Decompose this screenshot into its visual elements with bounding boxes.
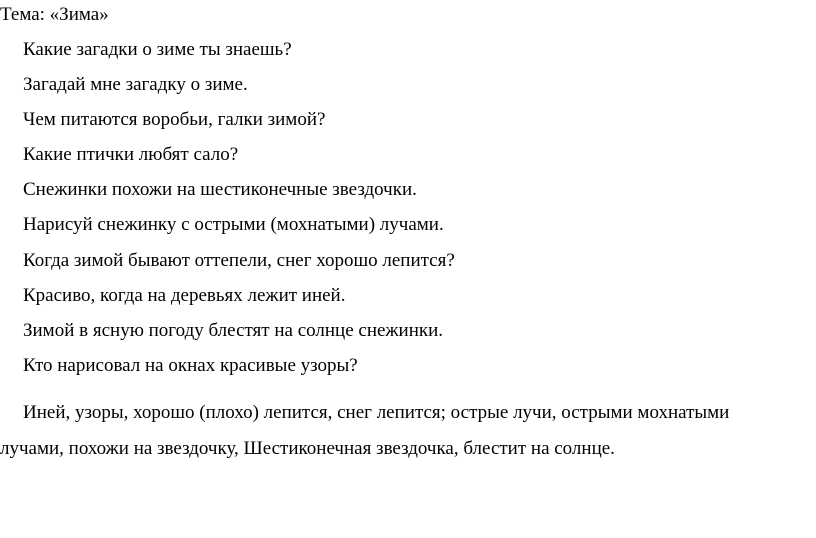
vocabulary-paragraph-line-1: Иней, узоры, хорошо (плохо) лепится, снег лепится; острые лучи, острыми мохнатыми: [23, 402, 730, 423]
question-line: Красиво, когда на деревьях лежит иней.: [23, 285, 346, 306]
question-line: Кто нарисовал на окнах красивые узоры?: [23, 355, 358, 376]
question-line: Зимой в ясную погоду блестят на солнце снежинки.: [23, 320, 444, 341]
question-line: Нарисуй снежинку с острыми (мохнатыми) лучами.: [23, 214, 444, 235]
question-line: Какие загадки о зиме ты знаешь?: [23, 39, 292, 60]
question-line: Какие птички любят сало?: [23, 144, 239, 165]
question-line: Загадай мне загадку о зиме.: [23, 74, 248, 95]
question-line: Снежинки похожи на шестиконечные звездочки.: [23, 179, 417, 200]
question-line: Когда зимой бывают оттепели, снег хорошо лепится?: [23, 250, 455, 271]
question-line: Чем питаются воробьи, галки зимой?: [23, 109, 326, 130]
vocabulary-paragraph-line-2: лучами, похожи на звездочку, Шестиконечная звездочка, блестит на солнце.: [0, 438, 615, 459]
topic-title: Тема: «Зима»: [0, 4, 109, 25]
